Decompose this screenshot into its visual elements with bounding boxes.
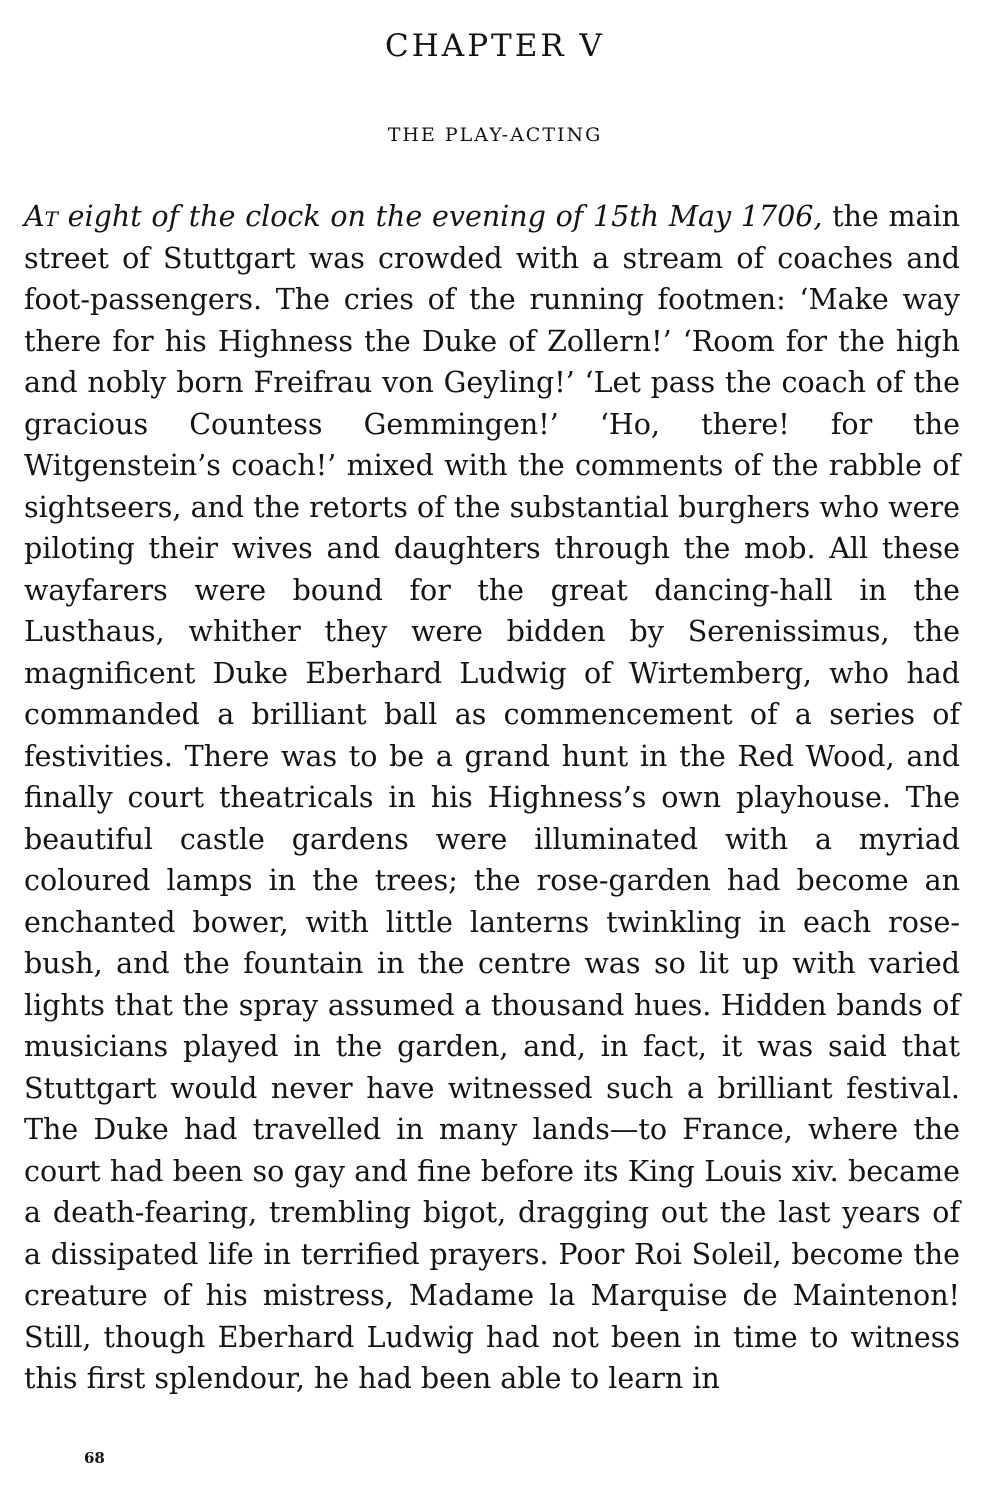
chapter-heading: CHAPTER V [385,28,605,64]
body-paragraph [24,196,960,1400]
paragraph-text: the main street of Stuttgart was crowded with a stream of coaches and foot-passengers. The cries of the running footmen: ‘Make way there for his Highness the Duke of Zollern!’ ‘Room for the high and nobly born Freifrau von Geyling!’ ‘Let pass the coach of the gracious Countess Gemmingen!’ ‘Ho, there! for the Witgenstein’s coach!’ mixed with the comments of the rabble of sightseers, and the retorts of the substantial burghers who were piloting their wives and daughters through the mob. All these wayfarers were bound for the great dancing-hall in the Lusthaus, whither they were bidden by Serenissimus, the magnificent Duke Eberhard Ludwig of Wirtemberg, who had commanded a brilliant ball as commencement of a series of festivities. There was to be a grand hunt in the Red Wood, and finally court theatricals in his Highness’s own playhouse. The beautiful castle gardens were illuminated with a myriad coloured lamps in the trees; the rose-garden had become an enchanted bower, with little lanterns twinkling in each rose-bush, and the fountain in the centre was so lit up with varied lights that the spray assumed a thousand hues. Hidden bands of musicians played in the garden, and, in fact, it was said that Stuttgart would never have witnessed such a brilliant festival. The Duke had travelled in many lands—to France, where the court had been so gay and fine before its King Louis xiv. became a death-fearing, trembling bigot, dragging out the last years of a dissipated life in terrified prayers. Poor Roi Soleil, become the creature of his mistress, Madame la Marquise de Maintenon! Still, though Eberhard Ludwig had not been in time to witness this first splendour, he had been able to learn in [24,200,960,1395]
opening-word: At [24,200,58,233]
section-heading: THE PLAY-ACTING [387,124,603,146]
opening-phrase: eight of the clock on the evening of 15th May 1706, [57,200,823,233]
page-number: 68 [84,1449,105,1467]
